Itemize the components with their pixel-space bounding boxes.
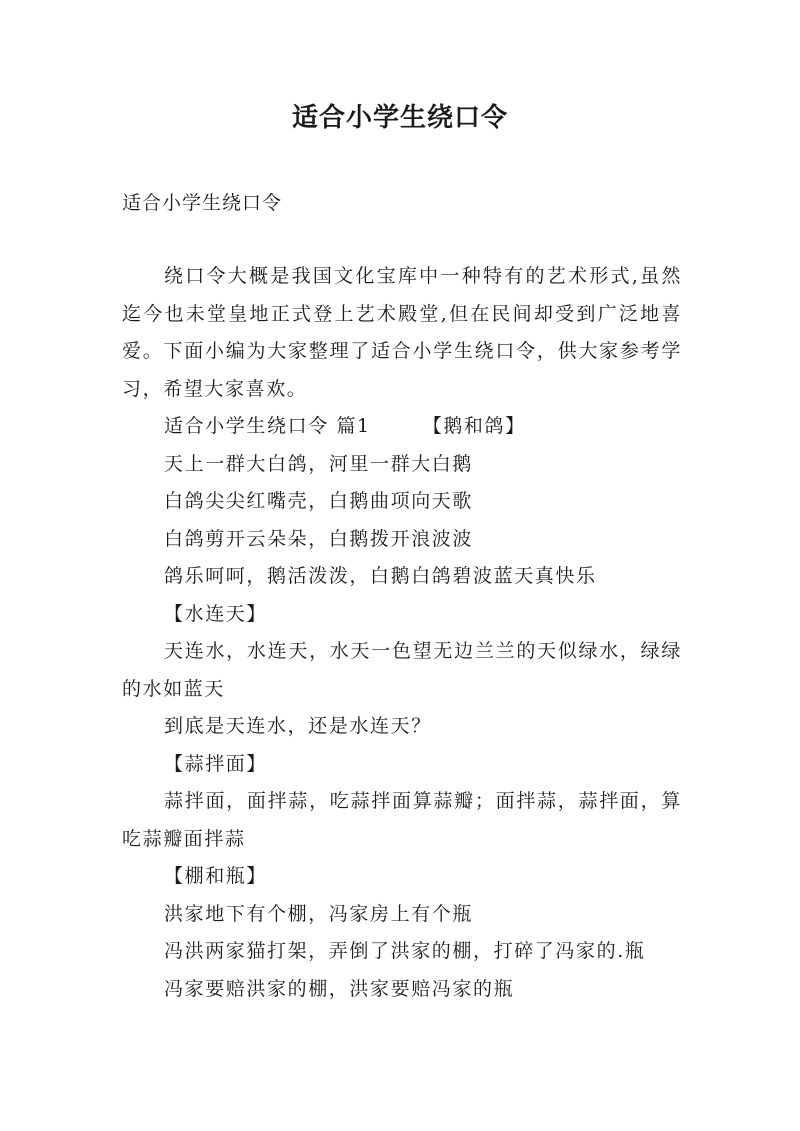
poem-line: 白鸽剪开云朵朵，白鹅拨开浪波波	[164, 527, 474, 550]
poem-line: 白鸽尖尖红嘴壳，白鹅曲项向天歌	[164, 490, 474, 512]
poem-line: 鸽乐呵呵，鹅活泼泼，白鹅白鸽碧波蓝天真快乐	[164, 565, 597, 587]
poem-heading-geese-doves: 【鹅和鸽】	[422, 415, 526, 437]
poem-heading-garlic-noodles: 【蒜拌面】	[164, 752, 268, 775]
poem-heading-shed-bottle: 【棚和瓶】	[164, 865, 268, 887]
poem-line: 冯洪两家猫打架，弄倒了洪家的棚，打碎了冯家的.瓶	[164, 940, 646, 962]
poem-line: 冯家要赔洪家的棚，洪家要赔冯家的瓶	[164, 977, 515, 1000]
section-heading-line	[122, 408, 682, 446]
document-subtitle: 适合小学生绕口令	[122, 192, 283, 214]
intro-paragraph: 绕口令大概是我国文化宝库中一种特有的艺术形式,虽然迄今也未堂皇地正式登上艺术殿堂,但在民间却受到广泛地喜爱。下面小编为大家整理了适合小学生绕口令，供大家参考学习，希望大家喜欢。	[122, 265, 682, 400]
poem-heading-water-sky: 【水连天】	[164, 602, 268, 625]
poem-line: 天连水，水连天，水天一色望无边兰兰的天似绿水，绿绿的水如蓝天	[122, 640, 682, 700]
poem-line: 洪家地下有个棚，冯家房上有个瓶	[164, 902, 474, 925]
document-body	[122, 258, 682, 1008]
poem-line: 天上一群大白鸽，河里一群大白鹅	[164, 452, 474, 475]
poem-line: 到底是天连水，还是水连天？	[164, 715, 432, 737]
document-title: 适合小学生绕口令	[291, 103, 508, 133]
poem-line: 蒜拌面，面拌蒜，吃蒜拌面算蒜瓣；面拌蒜，蒜拌面，算吃蒜瓣面拌蒜	[122, 790, 682, 850]
section-label: 适合小学生绕口令 篇1	[164, 415, 371, 437]
